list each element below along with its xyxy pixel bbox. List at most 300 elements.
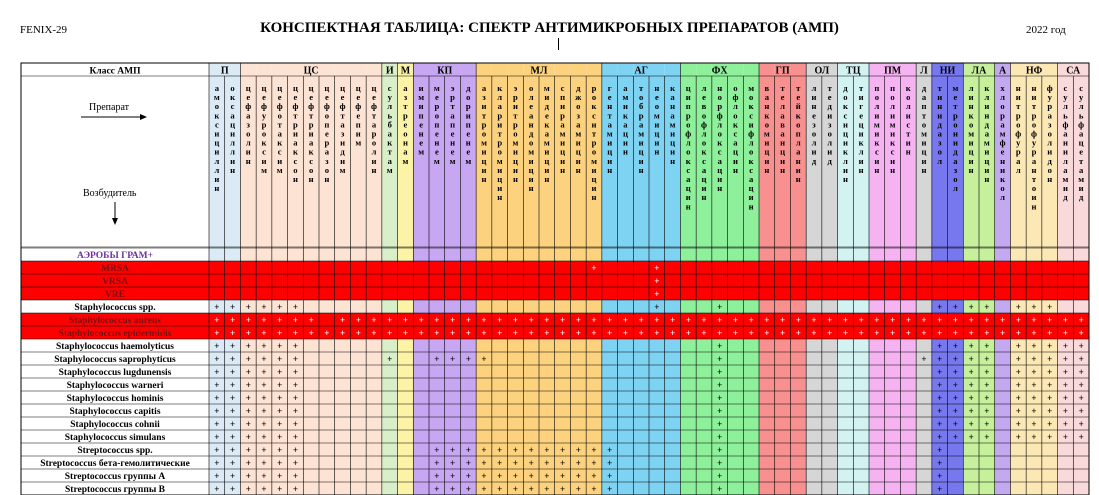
plus-mark: + — [387, 328, 393, 338]
plus-mark: + — [968, 380, 974, 390]
plus-mark: + — [827, 315, 833, 325]
plus-mark: + — [214, 328, 220, 338]
plus-mark: + — [544, 315, 550, 325]
plus-mark: + — [245, 302, 251, 312]
plus-mark: + — [984, 393, 990, 403]
group-header: И — [385, 65, 394, 77]
page-title: КОНСПЕКТНАЯ ТАБЛИЦА: СПЕКТР АНТИМИКРОБНЫХ ПРЕПАРАТОВ (АМП) — [260, 20, 839, 36]
plus-mark: + — [245, 367, 251, 377]
plus-mark: + — [1015, 302, 1021, 312]
drug-name: а м и к а ц и н — [622, 83, 629, 157]
plus-mark: + — [450, 458, 456, 468]
drug-name: в а н к о м и ц и н — [763, 83, 770, 175]
drug-name: ц е ф о т а к с и м — [276, 83, 283, 175]
plus-mark: + — [465, 328, 471, 338]
plus-mark: + — [717, 315, 723, 325]
plus-mark: + — [261, 432, 267, 442]
plus-mark: + — [1047, 432, 1053, 442]
plus-mark: + — [560, 328, 566, 338]
plus-mark: + — [1078, 354, 1084, 364]
plus-mark: + — [811, 315, 817, 325]
plus-mark: + — [292, 393, 298, 403]
plus-mark: + — [497, 484, 503, 494]
plus-mark: + — [450, 354, 456, 364]
plus-mark: + — [560, 471, 566, 481]
drug-name: ц е ф е п и м — [355, 83, 362, 148]
pathogen-name: Staphylococcus haemolyticus — [56, 342, 174, 352]
plus-mark: + — [434, 471, 440, 481]
plus-mark: + — [984, 354, 990, 364]
plus-mark: + — [465, 445, 471, 455]
plus-mark: + — [1000, 328, 1006, 338]
plus-mark: + — [230, 380, 236, 390]
plus-mark: + — [1015, 393, 1021, 403]
drug-name: к а н а м и ц и н — [669, 83, 676, 166]
plus-mark: + — [245, 432, 251, 442]
drug-name: а з и т р о м и ц и н — [481, 83, 487, 184]
drug-name: н о р ф л о к с а ц и н — [716, 83, 723, 194]
plus-mark: + — [230, 393, 236, 403]
plus-mark: + — [717, 302, 723, 312]
plus-mark: + — [984, 419, 990, 429]
plus-mark: + — [717, 458, 723, 468]
plus-mark: + — [261, 328, 267, 338]
plus-mark: + — [1015, 315, 1021, 325]
plus-mark: + — [245, 341, 251, 351]
plus-mark: + — [984, 432, 990, 442]
plus-mark: + — [544, 484, 550, 494]
drug-name: э р и т р о м и ц и н — [512, 83, 519, 184]
plus-mark: + — [968, 354, 974, 364]
plus-mark: + — [292, 328, 298, 338]
plus-mark: + — [591, 458, 597, 468]
plus-mark: + — [1047, 315, 1053, 325]
plus-mark: + — [968, 393, 974, 403]
plus-mark: + — [261, 393, 267, 403]
group-header: ЦС — [303, 65, 319, 77]
plus-mark: + — [1078, 328, 1084, 338]
plus-mark: + — [245, 471, 251, 481]
plus-mark: + — [277, 458, 283, 468]
plus-mark: + — [261, 380, 267, 390]
group-header: М — [400, 65, 411, 77]
group-header: МЛ — [530, 65, 548, 77]
drug-name: л е в о ф л о к с а ц и н — [701, 83, 707, 203]
drug-name: л и н к о м и ц и н — [968, 83, 975, 175]
plus-mark: + — [937, 354, 943, 364]
plus-mark: + — [1047, 341, 1053, 351]
plus-mark: + — [764, 315, 770, 325]
plus-mark: + — [481, 315, 487, 325]
plus-mark: + — [434, 315, 440, 325]
header-left-label: FENIX-29 — [20, 24, 68, 36]
plus-mark: + — [1047, 406, 1053, 416]
plus-mark: + — [1031, 406, 1037, 416]
plus-mark: + — [512, 315, 518, 325]
plus-mark: + — [230, 328, 236, 338]
plus-mark: + — [261, 315, 267, 325]
plus-mark: + — [497, 458, 503, 468]
plus-mark: + — [512, 484, 518, 494]
plus-mark: + — [1047, 302, 1053, 312]
plus-mark: + — [544, 458, 550, 468]
plus-mark: + — [748, 328, 754, 338]
drug-name: д о р и п е н е м — [465, 83, 472, 166]
plus-mark: + — [340, 315, 346, 325]
plus-mark: + — [277, 315, 283, 325]
group-header: ПМ — [883, 65, 902, 77]
plus-mark: + — [952, 432, 958, 442]
plus-mark: + — [717, 432, 723, 442]
plus-mark: + — [528, 445, 534, 455]
plus-mark: + — [937, 380, 943, 390]
plus-mark: + — [607, 458, 613, 468]
plus-mark: + — [1062, 380, 1068, 390]
drug-name: т и г е ц и к л и н — [858, 83, 864, 175]
pathogen-name: Staphylococcus capitis — [69, 407, 161, 417]
plus-mark: + — [214, 484, 220, 494]
drug-name: ц е ф о п е р а з о н — [323, 83, 330, 184]
plus-mark: + — [748, 315, 754, 325]
plus-mark: + — [1062, 406, 1068, 416]
plus-mark: + — [984, 315, 990, 325]
plus-mark: + — [544, 445, 550, 455]
plus-mark: + — [230, 471, 236, 481]
plus-mark: + — [1078, 380, 1084, 390]
plus-mark: + — [921, 328, 927, 338]
plus-mark: + — [245, 315, 251, 325]
plus-mark: + — [874, 315, 880, 325]
plus-mark: + — [277, 341, 283, 351]
plus-mark: + — [1031, 432, 1037, 442]
plus-mark: + — [1062, 419, 1068, 429]
plus-mark: + — [261, 302, 267, 312]
plus-mark: + — [465, 315, 471, 325]
drug-name: с п и р а м и ц и н — [559, 83, 566, 175]
plus-mark: + — [355, 328, 361, 338]
plus-mark: + — [780, 315, 786, 325]
plus-mark: + — [937, 328, 943, 338]
drug-name: о к с а ц и л л и н — [230, 83, 236, 175]
plus-mark: + — [1015, 419, 1021, 429]
pathogen-name: Staphylococcus lugdunensis — [58, 368, 172, 378]
plus-mark: + — [701, 315, 707, 325]
plus-mark: + — [1015, 432, 1021, 442]
plus-mark: + — [434, 445, 440, 455]
group-header: НФ — [1025, 65, 1043, 77]
plus-mark: + — [245, 445, 251, 455]
plus-mark: + — [465, 471, 471, 481]
plus-mark: + — [245, 484, 251, 494]
plus-mark: + — [1062, 367, 1068, 377]
group-header: СА — [1066, 65, 1081, 77]
plus-mark: + — [214, 432, 220, 442]
plus-mark: + — [1031, 367, 1037, 377]
plus-mark: + — [1062, 393, 1068, 403]
group-header: ГП — [775, 65, 790, 77]
plus-mark: + — [654, 276, 660, 286]
plus-mark: + — [544, 471, 550, 481]
plus-mark: + — [261, 406, 267, 416]
plus-mark: + — [575, 471, 581, 481]
plus-mark: + — [1078, 367, 1084, 377]
plus-mark: + — [921, 354, 927, 364]
plus-mark: + — [984, 328, 990, 338]
plus-mark: + — [968, 328, 974, 338]
drug-name: п о л и м и к с и н — [889, 83, 896, 175]
plus-mark: + — [890, 315, 896, 325]
drug-name: н е о м и ц и н — [653, 83, 660, 157]
class-label: Класс АМП — [89, 66, 141, 77]
plus-mark: + — [1078, 406, 1084, 416]
plus-mark: + — [968, 432, 974, 442]
plus-mark: + — [968, 315, 974, 325]
plus-mark: + — [717, 380, 723, 390]
plus-mark: + — [230, 302, 236, 312]
plus-mark: + — [277, 406, 283, 416]
drug-name: д о к с и ц и к л и н — [842, 83, 848, 184]
plus-mark: + — [732, 328, 738, 338]
plus-mark: + — [214, 445, 220, 455]
plus-mark: + — [214, 380, 220, 390]
plus-mark: + — [591, 484, 597, 494]
plus-mark: + — [937, 419, 943, 429]
plus-mark: + — [717, 367, 723, 377]
group-header: П — [220, 65, 229, 77]
pathogen-name: Staphylococcus hominis — [66, 394, 164, 404]
plus-mark: + — [560, 445, 566, 455]
drug-name: ц е ф т а р о л и н — [371, 83, 377, 175]
pathogen-name: Staphylococcus saprophyticus — [54, 355, 176, 365]
plus-mark: + — [1078, 393, 1084, 403]
plus-mark: + — [732, 315, 738, 325]
plus-mark: + — [1062, 432, 1068, 442]
plus-mark: + — [1031, 380, 1037, 390]
plus-mark: + — [842, 328, 848, 338]
plus-mark: + — [607, 315, 613, 325]
plus-mark: + — [670, 328, 676, 338]
plus-mark: + — [591, 445, 597, 455]
plus-mark: + — [214, 419, 220, 429]
plus-mark: + — [937, 302, 943, 312]
plus-mark: + — [214, 354, 220, 364]
plus-mark: + — [622, 328, 628, 338]
drug-name: г е н т а м и ц и н — [606, 83, 613, 175]
group-header: НИ — [939, 65, 956, 77]
plus-mark: + — [780, 328, 786, 338]
plus-mark: + — [544, 328, 550, 338]
plus-mark: + — [214, 406, 220, 416]
plus-mark: + — [230, 315, 236, 325]
plus-mark: + — [654, 263, 660, 273]
plus-mark: + — [858, 328, 864, 338]
plus-mark: + — [371, 315, 377, 325]
drug-name: ц е ф т а з и д и м — [339, 83, 346, 175]
plus-mark: + — [937, 393, 943, 403]
plus-mark: + — [292, 484, 298, 494]
plus-mark: + — [277, 445, 283, 455]
plus-mark: + — [1078, 419, 1084, 429]
pathogen-name: Staphylococcus spp. — [74, 303, 156, 313]
pathogen-name: VRE — [104, 290, 126, 300]
plus-mark: + — [685, 315, 691, 325]
plus-mark: + — [465, 458, 471, 468]
drug-name: м о к с и ф л о к с а ц и н — [748, 83, 755, 212]
plus-mark: + — [937, 458, 943, 468]
plus-mark: + — [230, 354, 236, 364]
pathogen-name: Staphylococcus warneri — [66, 381, 164, 391]
plus-mark: + — [622, 315, 628, 325]
plus-mark: + — [261, 419, 267, 429]
plus-mark: + — [481, 458, 487, 468]
plus-mark: + — [1062, 328, 1068, 338]
plus-mark: + — [937, 471, 943, 481]
plus-mark: + — [1062, 354, 1068, 364]
drug-name: н и т р о ф у р а н т о и н — [1031, 83, 1037, 212]
plus-mark: + — [450, 484, 456, 494]
plus-mark: + — [324, 328, 330, 338]
plus-mark: + — [905, 315, 911, 325]
plus-mark: + — [591, 263, 597, 273]
plus-mark: + — [450, 471, 456, 481]
plus-mark: + — [937, 367, 943, 377]
plus-mark: + — [450, 315, 456, 325]
drug-name: т е й к о п л а н и н — [795, 83, 801, 184]
plus-mark: + — [1031, 419, 1037, 429]
plus-mark: + — [670, 315, 676, 325]
plus-mark: + — [261, 458, 267, 468]
plus-mark: + — [277, 432, 283, 442]
plus-mark: + — [214, 367, 220, 377]
plus-mark: + — [952, 315, 958, 325]
plus-mark: + — [465, 484, 471, 494]
pathogen-name: Streptococcus spp. — [77, 446, 153, 456]
plus-mark: + — [952, 341, 958, 351]
plus-mark: + — [1015, 406, 1021, 416]
group-header: ЛА — [971, 65, 987, 77]
plus-mark: + — [858, 315, 864, 325]
plus-mark: + — [1047, 380, 1053, 390]
plus-mark: + — [528, 315, 534, 325]
plus-mark: + — [261, 354, 267, 364]
pathogen-name: VRSA — [102, 277, 128, 287]
plus-mark: + — [230, 458, 236, 468]
plus-mark: + — [701, 328, 707, 338]
drug-name: р о к с и т р о м и ц и н — [591, 83, 597, 203]
plus-mark: + — [371, 328, 377, 338]
drug-name: м и д е к а м и ц и н — [543, 83, 550, 184]
plus-mark: + — [214, 458, 220, 468]
drug-name: к л и н д а м и ц и н — [983, 83, 990, 184]
drug-name: а м о к с и ц и л л и н — [213, 83, 220, 194]
plus-mark: + — [1078, 341, 1084, 351]
pathogen-name: Staphylococcus simulans — [64, 433, 166, 443]
plus-mark: + — [1015, 354, 1021, 364]
plus-mark: + — [355, 315, 361, 325]
plus-mark: + — [1031, 315, 1037, 325]
plus-mark: + — [654, 289, 660, 299]
plus-mark: + — [528, 471, 534, 481]
plus-mark: + — [230, 341, 236, 351]
plus-mark: + — [575, 445, 581, 455]
drug-name: д ж о з а м и ц и н — [575, 83, 582, 175]
plus-mark: + — [984, 341, 990, 351]
plus-mark: + — [245, 354, 251, 364]
drug-name: т о б р а м и ц и н — [638, 83, 645, 175]
plus-mark: + — [292, 432, 298, 442]
plus-mark: + — [277, 302, 283, 312]
drug-name: и м и п е н е м — [418, 83, 425, 157]
plus-mark: + — [984, 302, 990, 312]
plus-mark: + — [560, 315, 566, 325]
group-header: ФХ — [711, 65, 728, 77]
plus-mark: + — [968, 302, 974, 312]
plus-mark: + — [811, 328, 817, 338]
plus-mark: + — [717, 406, 723, 416]
plus-mark: + — [512, 328, 518, 338]
plus-mark: + — [1047, 393, 1053, 403]
plus-mark: + — [230, 484, 236, 494]
plus-mark: + — [607, 471, 613, 481]
plus-mark: + — [874, 328, 880, 338]
plus-mark: + — [245, 328, 251, 338]
drug-name: т е д и з о л и д — [827, 83, 833, 166]
pathogen-name: Staphylococcus aureus — [69, 316, 161, 326]
plus-mark: + — [717, 445, 723, 455]
plus-mark: + — [560, 484, 566, 494]
plus-mark: + — [1047, 419, 1053, 429]
drug-name: о л е а н д о м и ц и н — [528, 83, 535, 194]
plus-mark: + — [1031, 341, 1037, 351]
plus-mark: + — [230, 432, 236, 442]
plus-mark: + — [795, 328, 801, 338]
drug-name: а з т р е о н а м — [402, 83, 409, 166]
plus-mark: + — [245, 419, 251, 429]
plus-mark: + — [292, 380, 298, 390]
plus-mark: + — [1047, 328, 1053, 338]
plus-mark: + — [717, 328, 723, 338]
drug-name: т е л а в а н ц и н — [780, 83, 786, 175]
plus-mark: + — [937, 315, 943, 325]
pathogen-name: Staphylococcus cohnii — [70, 420, 160, 430]
plus-mark: + — [292, 406, 298, 416]
plus-mark: + — [292, 354, 298, 364]
plus-mark: + — [434, 458, 440, 468]
plus-mark: + — [512, 471, 518, 481]
plus-mark: + — [968, 367, 974, 377]
plus-mark: + — [607, 445, 613, 455]
plus-mark: + — [591, 315, 597, 325]
plus-mark: + — [827, 328, 833, 338]
plus-mark: + — [245, 406, 251, 416]
plus-mark: + — [277, 380, 283, 390]
plus-mark: + — [952, 328, 958, 338]
plus-mark: + — [292, 315, 298, 325]
plus-mark: + — [984, 380, 990, 390]
plus-mark: + — [528, 458, 534, 468]
plus-mark: + — [654, 328, 660, 338]
plus-mark: + — [717, 341, 723, 351]
pathogen-label: Возбудитель — [83, 188, 137, 199]
plus-mark: + — [1047, 367, 1053, 377]
plus-mark: + — [292, 458, 298, 468]
plus-mark: + — [277, 367, 283, 377]
drug-name: ц е ф а з о л и н — [245, 83, 252, 166]
plus-mark: + — [1031, 328, 1037, 338]
plus-mark: + — [952, 380, 958, 390]
plus-mark: + — [308, 328, 314, 338]
plus-mark: + — [230, 367, 236, 377]
